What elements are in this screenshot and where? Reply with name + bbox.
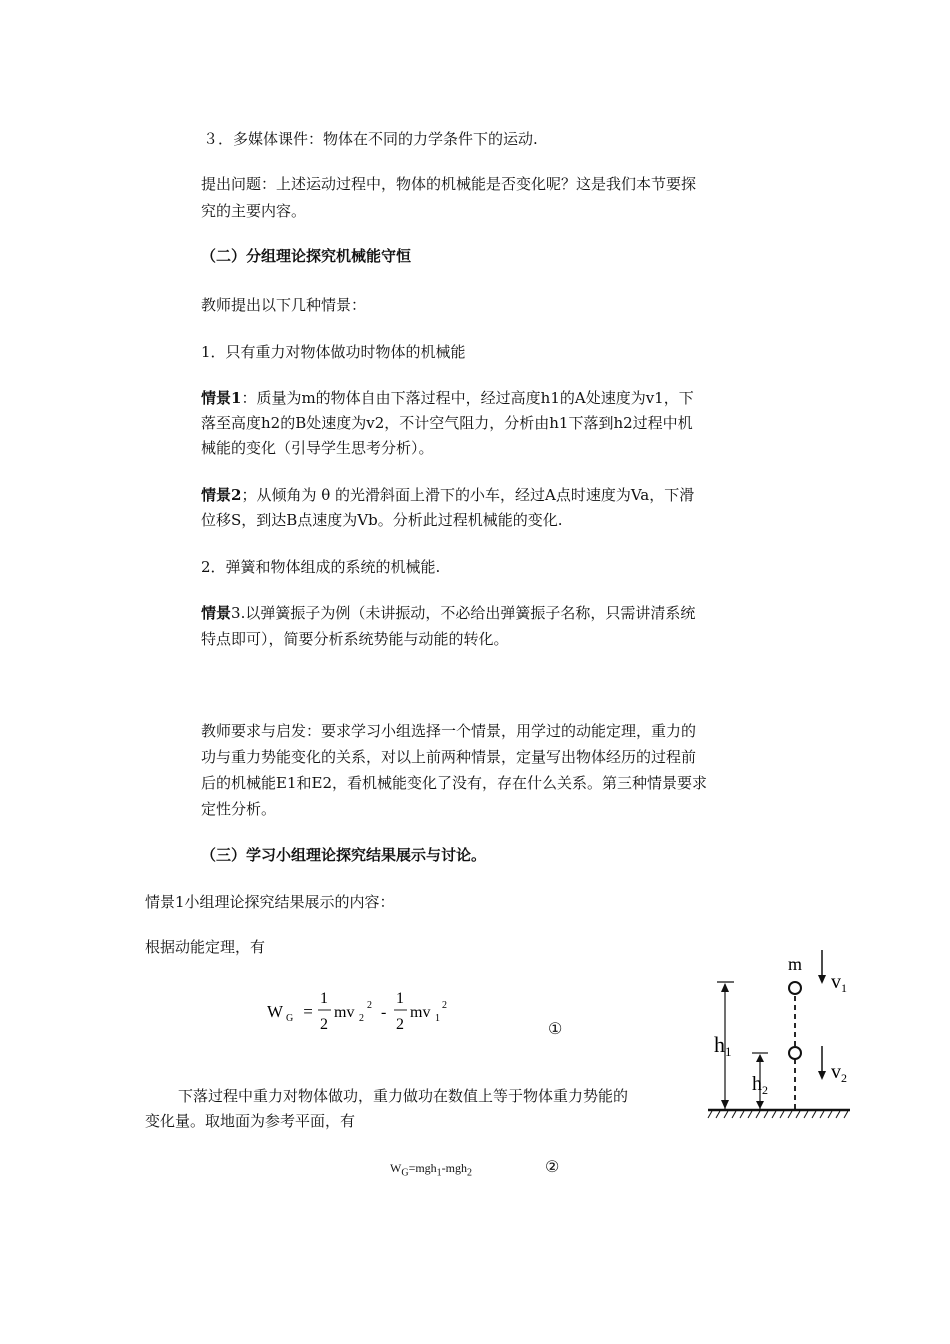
- mass-label: m: [788, 954, 803, 974]
- h2-label: $h_2$: [752, 1073, 768, 1097]
- section-3-heading: （三）学习小组理论探究结果展示与讨论。: [201, 846, 487, 864]
- requirement-line-2: 功与重力势能变化的关系，对以上前两种情景，定量写出物体经历的过程前: [201, 748, 697, 766]
- eq1-frac1-num: 1: [320, 990, 328, 1007]
- scene-1-line-3: 械能的变化（引导学生思考分析）。: [201, 439, 434, 457]
- equation-1-number: ①: [548, 1019, 563, 1038]
- scene-3-text-1: .以弹簧振子为例（未讲振动，不必给出弹簧振子名称，只需讲清系统: [240, 604, 696, 622]
- scene-3-line-2: 特点即可），简要分析系统势能与动能的转化。: [201, 630, 509, 648]
- free-fall-diagram: [700, 948, 860, 1123]
- scene-1-result-intro: 情景1小组理论探究结果展示的内容：: [145, 893, 395, 911]
- scene-3-number: 3: [231, 604, 241, 622]
- v1-label: $v_1$: [831, 971, 847, 995]
- eq2-h1-sub: 1: [436, 1167, 442, 1179]
- eq1-mv1-sup: 2: [442, 1000, 447, 1011]
- eq1-mv1: mv: [410, 1004, 431, 1021]
- eq1-lhs: W: [267, 1002, 284, 1021]
- v2-arrow-head: [818, 1071, 826, 1080]
- gravity-line-1: 下落过程中重力对物体做功，重力做功在数值上等于物体重力势能的: [178, 1087, 629, 1105]
- scene-3-label: 情景: [201, 604, 232, 622]
- teacher-intro: 教师提出以下几种情景：: [201, 296, 367, 314]
- scene-1-label: 情景1: [201, 389, 242, 407]
- equation-2-number: ②: [545, 1157, 560, 1176]
- scene-1-line-1: [201, 386, 694, 410]
- eq1-mv2-sub: 2: [359, 1013, 364, 1024]
- equation-1: [265, 983, 505, 1043]
- eq1-frac1-den: 2: [320, 1016, 328, 1033]
- scene-1-line-2: 落至高度h2的B处速度为v2，不计空气阻力，分析由h1下落到h2过程中机: [201, 414, 693, 432]
- kinetic-theorem-intro: 根据动能定理，有: [145, 938, 266, 956]
- requirement-line-3: 后的机械能E1和E2，看机械能变化了没有，存在什么关系。第三种情景要求: [201, 774, 707, 792]
- eq1-frac2-num: 1: [396, 990, 404, 1007]
- v2-label: $v_2$: [831, 1061, 847, 1085]
- scene-3-line-1: [201, 601, 695, 625]
- requirement-line-1: 教师要求与启发：要求学习小组选择一个情景，用学过的动能定理，重力的: [201, 722, 697, 740]
- eq1-minus: -: [377, 1004, 391, 1021]
- eq2-mgh1: =mgh: [408, 1161, 437, 1175]
- h1-up-arrow: [721, 983, 729, 992]
- scene-2-line-2: 位移S，到达B点速度为Vb。分析此过程机械能的变化.: [201, 511, 563, 529]
- item-1-gravity-only: 1．只有重力对物体做功时物体的机械能: [201, 343, 466, 361]
- h2-down-arrow: [756, 1101, 764, 1109]
- ground-hatching: [708, 1111, 848, 1118]
- eq1-equals: =: [299, 1002, 318, 1021]
- question-line-1: 提出问题：上述运动过程中，物体的机械能是否变化呢？这是我们本节要探: [201, 175, 697, 193]
- eq2-w: W: [390, 1161, 402, 1175]
- item-3-multimedia: ３．多媒体课件：物体在不同的力学条件下的运动.: [203, 130, 538, 148]
- scene-2-label: 情景2: [201, 486, 242, 504]
- h2-up-arrow: [756, 1054, 764, 1062]
- h1-down-arrow: [721, 1100, 729, 1109]
- h1-label: h1: [714, 1032, 732, 1059]
- eq2-mgh2: -mgh: [441, 1161, 468, 1175]
- eq1-mv2: mv: [334, 1004, 355, 1021]
- gravity-line-2: 变化量。取地面为参考平面，有: [145, 1112, 356, 1130]
- scene-2-line-1: [201, 483, 694, 507]
- question-line-2: 究的主要内容。: [201, 202, 307, 220]
- eq1-mv2-sup: 2: [367, 1000, 372, 1011]
- scene-2-text-1: ；从倾角为 θ 的光滑斜面上滑下的小车，经过A点时速度为Va，下滑: [241, 486, 695, 504]
- equation-2: [390, 1156, 472, 1185]
- section-2-heading: （二）分组理论探究机械能守恒: [201, 247, 412, 265]
- eq2-w-sub: G: [401, 1167, 409, 1179]
- v1-arrow-head: [818, 975, 826, 984]
- mass-position-b: [789, 1047, 801, 1059]
- mass-position-a: [789, 982, 801, 994]
- requirement-line-4: 定性分析。: [201, 800, 277, 818]
- eq1-lhs-sub: G: [286, 1013, 294, 1024]
- scene-1-text-1: ：质量为m的物体自由下落过程中，经过高度h1的A处速度为v1，下: [241, 389, 694, 407]
- eq2-h2-sub: 2: [467, 1167, 473, 1179]
- eq1-mv1-sub: 1: [435, 1013, 440, 1024]
- eq1-frac2-den: 2: [396, 1016, 404, 1033]
- item-2-spring-system: 2．弹簧和物体组成的系统的机械能.: [201, 558, 441, 576]
